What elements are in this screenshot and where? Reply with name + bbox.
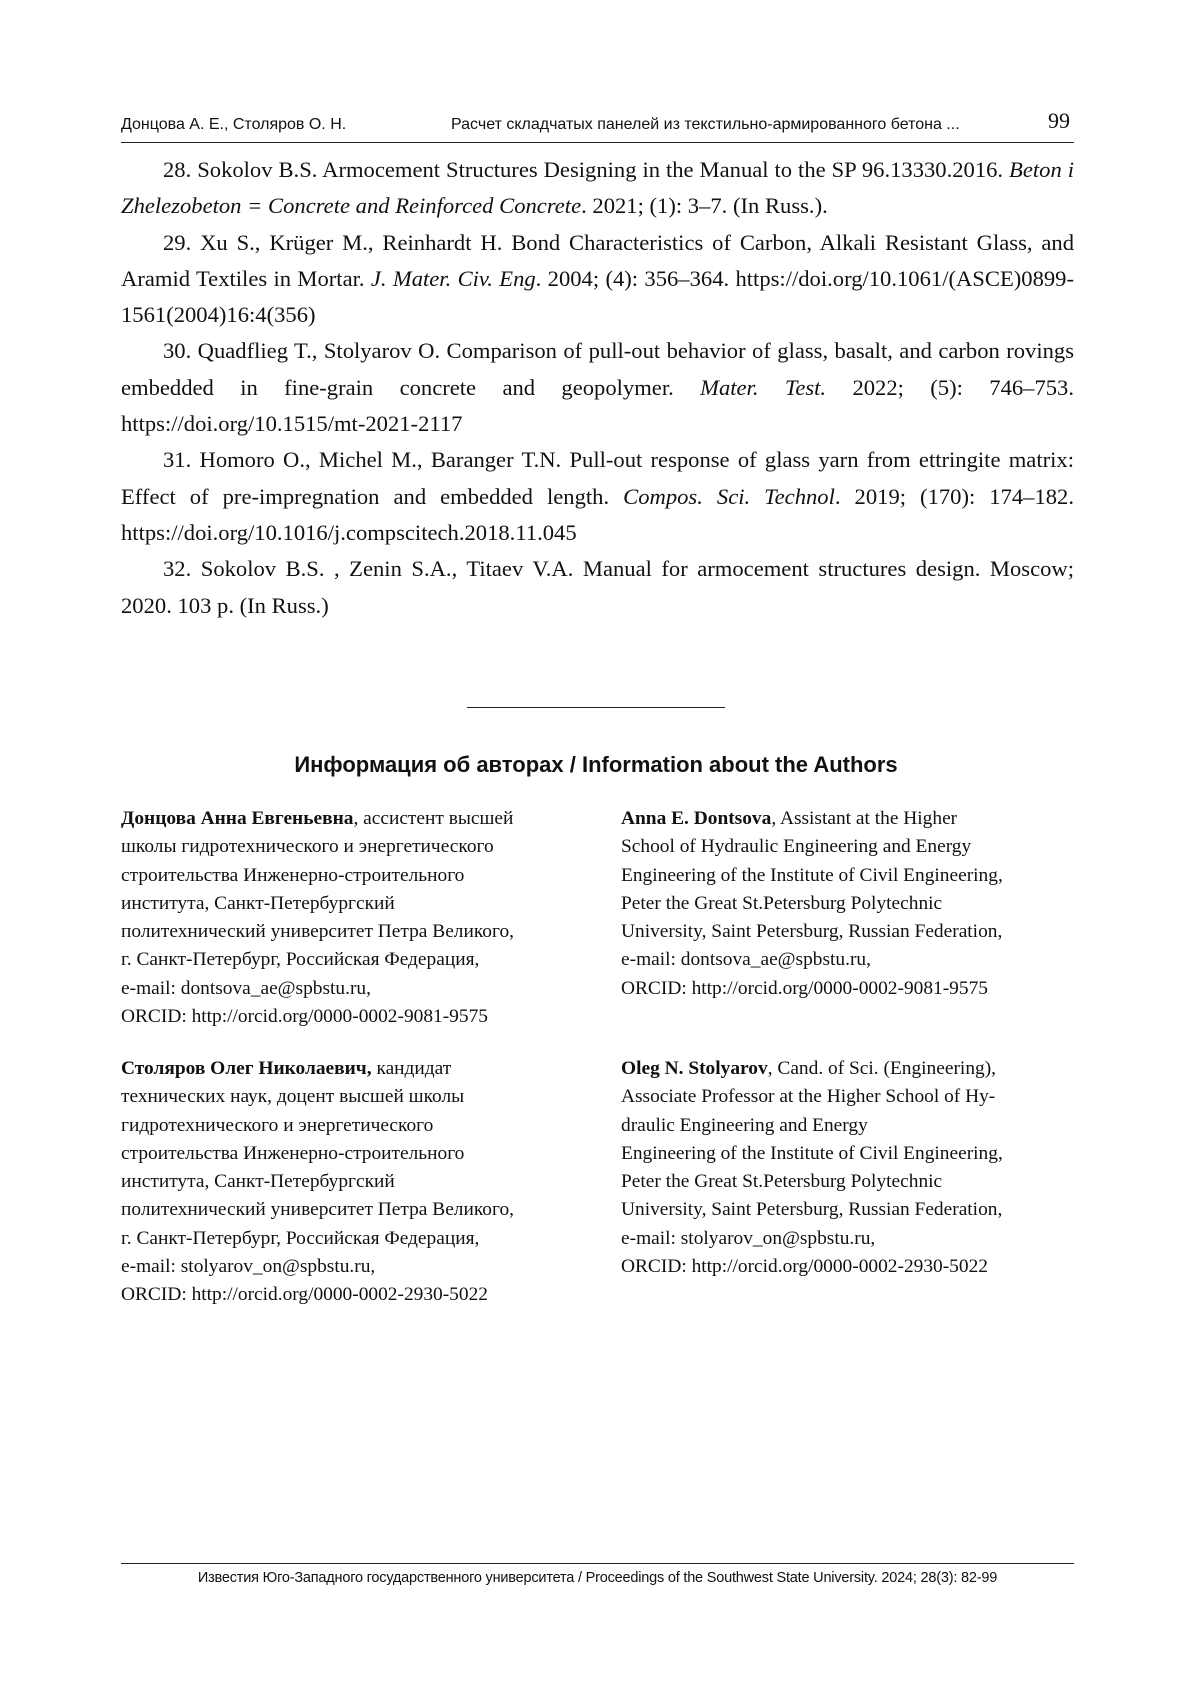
reference-item: 32. Sokolov B.S. , Zenin S.A., Titaev V.A. Manual for armocement structures design. Moscow; 2020. 103 p. (In Russ.) bbox=[121, 556, 1074, 618]
reference-item: 29. Xu S., Krüger M., Reinhardt H. Bond Characteristics of Carbon, Alkali Resistant Glass, and Aramid Textiles in Mortar. J. Mater. Civ. Eng. 2004; (4): 356–364. https://doi.org/10.1061/(ASCE)0899-1561(2004)16:4(356) bbox=[121, 229, 1074, 328]
author-info-ru-stolyarov: Столяров Олег Николаевич, кандидат технических наук, доцент высшей школы гидротехнического и энергетического строительства Инженерно-строительного института, Санкт-Петербургский политехнический университет Петра Великого, г. Санкт-Петербург, Российская Федерация, e-mail: stolyarov_on@spbstu.ru, ORCID: http://orcid.org/0000-0002-2930-5022 bbox=[121, 1058, 515, 1306]
author-name: Столяров Олег Николаевич, bbox=[121, 1058, 372, 1079]
header-authors: Донцова А. Е., Столяров О. Н. bbox=[121, 116, 347, 133]
authors-heading: Информация об авторах / Information about the Authors bbox=[294, 752, 898, 777]
author-info-ru-dontsova: Донцова Анна Евгеньевна, ассистент высшей школы гидротехнического и энергетического строительства Инженерно-строительного института, Санкт-Петербургский политехнический университет Петра Великого, г. Санкт-Петербург, Российская Федерация, e-mail: dontsova_ae@spbstu.ru, ORCID: http://orcid.org/0000-0002-9081-9575 bbox=[121, 808, 515, 1028]
header-article-title: Расчет складчатых панелей из текстильно-армированного бетона ... bbox=[451, 116, 960, 133]
journal-footer: Известия Юго-Западного государственного университета / Proceedings of the Southwest State University. 2024; 28(3): 82-99 bbox=[121, 1563, 1074, 1586]
author-name: Донцова Анна Евгеньевна bbox=[121, 808, 354, 829]
reference-item: 30. Quadflieg T., Stolyarov O. Comparison of pull-out behavior of glass, basalt, and carbon rovings embedded in fine-grain concrete and geopolymer. Mater. Test. 2022; (5): 746–753. https://doi.org/10.1515/mt-2021-2117 bbox=[121, 338, 1074, 437]
author-name: Oleg N. Stolyarov bbox=[621, 1058, 768, 1079]
section-divider bbox=[467, 707, 725, 708]
author-info-en-dontsova: Anna E. Dontsova, Assistant at the Higher School of Hydraulic Engineering and Energy Engineering of the Institute of Civil Engineering, Peter the Great St.Petersburg Polytechnic University, Saint Petersburg, Russian Federation, e-mail: dontsova_ae@spbstu.ru, ORCID: http://orcid.org/0000-0002-9081-9575 bbox=[621, 808, 1003, 999]
reference-item: 28. Sokolov B.S. Armocement Structures Designing in the Manual to the SP 96.13330.2016. Beton i Zhelezobeton = Concrete and Reinforced Concrete. 2021; (1): 3–7. (In Russ.). bbox=[121, 157, 1074, 219]
page-number: 99 bbox=[1048, 108, 1070, 133]
running-header bbox=[121, 108, 1074, 143]
author-name: Anna E. Dontsova bbox=[621, 808, 772, 829]
reference-list bbox=[121, 152, 1074, 624]
reference-item: 31. Homoro O., Michel M., Baranger T.N. Pull-out response of glass yarn from ettringite matrix: Effect of pre-impregnation and embedded length. Compos. Sci. Technol. 2019; (170): 174–182. https://doi.org/10.1016/j.compscitech.2018.11.045 bbox=[121, 447, 1075, 545]
author-info-en-stolyarov: Oleg N. Stolyarov, Cand. of Sci. (Engineering), Associate Professor at the Higher School of Hy- draulic Engineering and Energy Engineering of the Institute of Civil Engineering, Peter the Great St.Petersburg Polytechnic University, Saint Petersburg, Russian Federation, e-mail: stolyarov_on@spbstu.ru, ORCID: http://orcid.org/0000-0002-2930-5022 bbox=[621, 1058, 1003, 1278]
